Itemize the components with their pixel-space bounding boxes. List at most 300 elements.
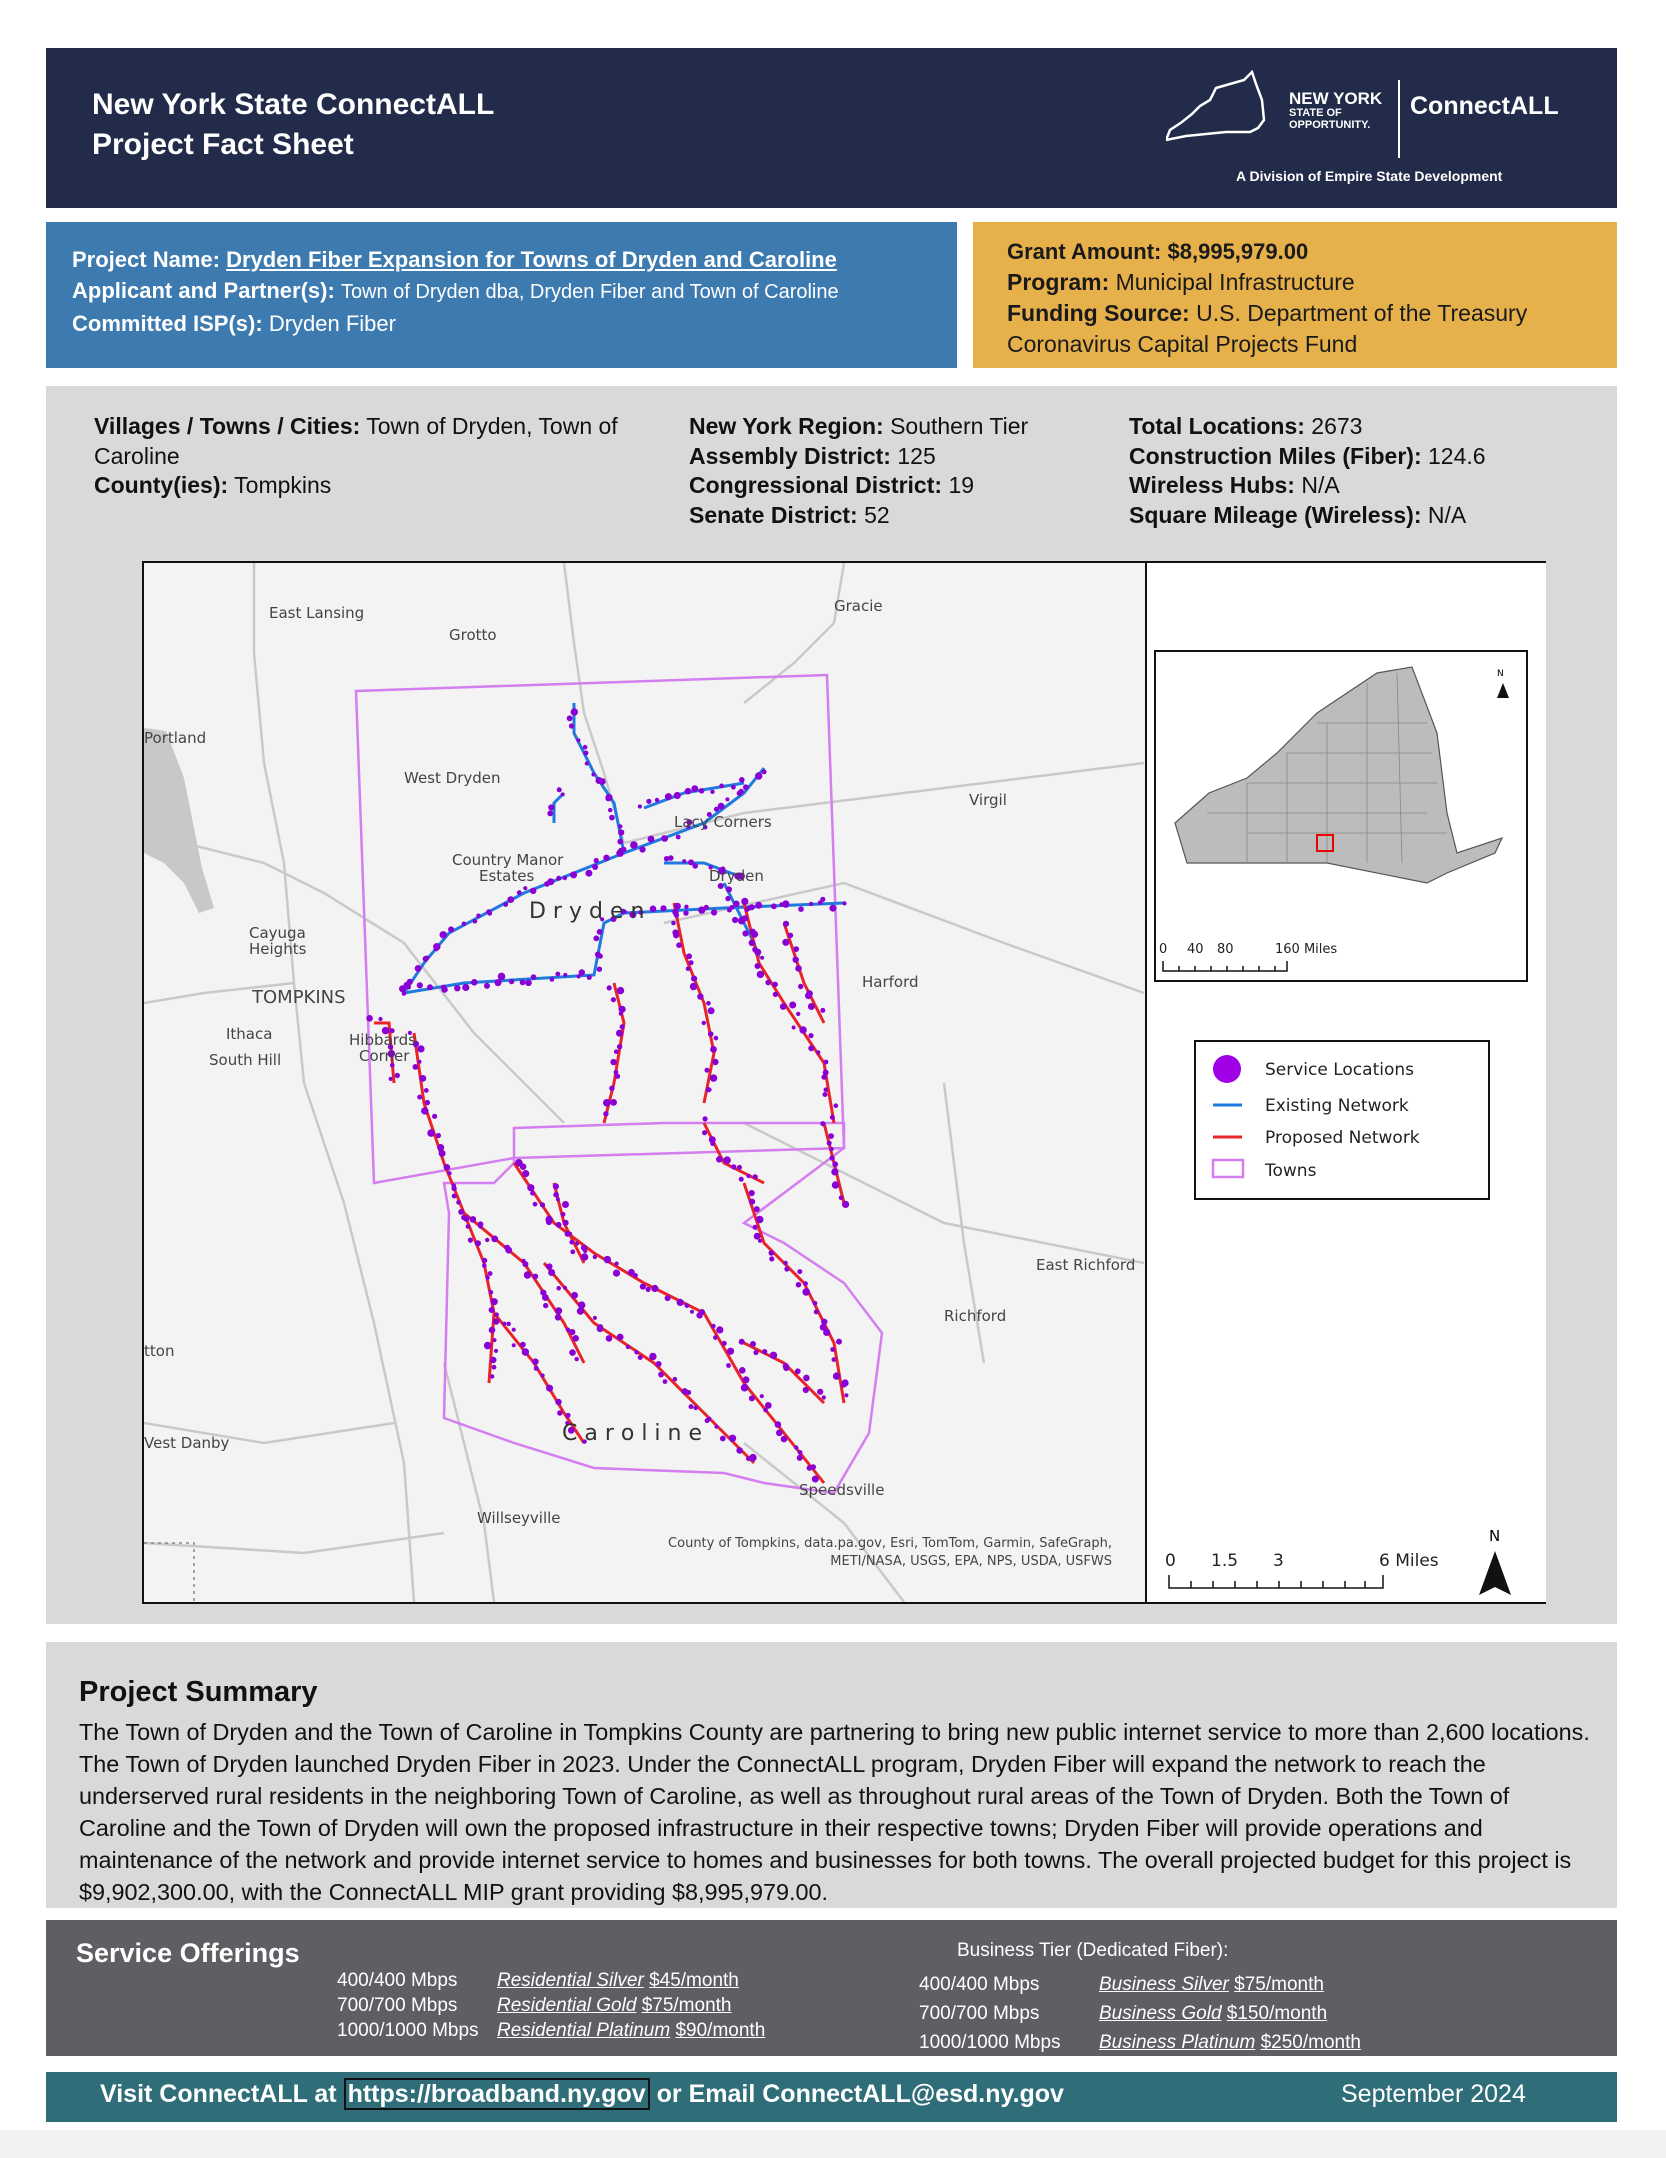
service-location-dot xyxy=(708,1031,714,1037)
service-location-dot xyxy=(468,1238,473,1243)
service-location-dot xyxy=(597,929,603,935)
service-location-dot xyxy=(823,1329,830,1336)
service-location-dot xyxy=(495,979,502,986)
service-location-dot xyxy=(646,799,651,804)
service-location-dot xyxy=(832,1161,838,1167)
scale-labels xyxy=(1165,1551,1439,1571)
service-location-dot xyxy=(557,787,562,792)
service-location-dot xyxy=(742,930,748,936)
bottom-strip xyxy=(0,2130,1666,2158)
plan-price[interactable]: $250/month xyxy=(1260,2032,1361,2053)
service-location-dot xyxy=(741,898,748,905)
service-location-dot xyxy=(608,808,612,812)
sqmi-label: Square Mileage (Wireless): xyxy=(1129,501,1422,528)
villages-value: Town of Dryden, Town of Caroline xyxy=(94,413,618,469)
service-location-dot xyxy=(572,1335,579,1342)
service-location-dot xyxy=(522,1261,528,1267)
place-grotto: Grotto xyxy=(449,626,497,644)
service-location-dot xyxy=(697,993,703,999)
service-location-dot xyxy=(593,1255,597,1259)
service-location-dot xyxy=(705,1068,710,1073)
service-location-dot xyxy=(470,1216,477,1223)
service-location-dot xyxy=(739,1339,745,1345)
service-location-dot xyxy=(750,1341,756,1347)
service-location-dot xyxy=(689,960,694,965)
inset-scale-160: 160 Miles xyxy=(1275,942,1338,957)
legend-service-icon xyxy=(1213,1055,1241,1083)
service-location-dot xyxy=(478,1224,483,1229)
service-location-dot xyxy=(493,1338,497,1342)
congress-label: Congressional District: xyxy=(689,472,943,498)
service-location-dot xyxy=(556,1197,560,1201)
service-location-dot xyxy=(533,1202,538,1207)
service-location-dot xyxy=(421,1107,428,1114)
service-location-dot xyxy=(773,992,778,997)
service-location-dot xyxy=(723,1156,731,1164)
service-location-dot xyxy=(749,1190,755,1196)
funding-value: U.S. Department of the Treasury xyxy=(1196,300,1528,326)
service-location-dot xyxy=(418,1060,422,1064)
miles-value: 124.6 xyxy=(1428,442,1486,469)
service-location-dot xyxy=(820,1008,825,1013)
service-location-dot xyxy=(611,997,616,1002)
service-location-dot xyxy=(525,980,532,987)
service-location-dot xyxy=(660,905,666,911)
service-location-dot xyxy=(556,1286,561,1291)
assembly-value: 125 xyxy=(897,442,936,469)
service-location-dot xyxy=(512,1328,516,1332)
project-map xyxy=(142,561,1546,1604)
service-location-dot xyxy=(614,1049,619,1054)
service-location-dot xyxy=(548,1269,555,1276)
applicant-row xyxy=(72,275,839,308)
service-location-dot xyxy=(638,804,642,808)
service-location-dot xyxy=(548,804,554,810)
service-location-dot xyxy=(691,976,697,982)
service-location-dot xyxy=(617,987,624,994)
hubs-row xyxy=(1129,471,1609,501)
service-location-dot xyxy=(571,708,578,715)
service-location-dot xyxy=(578,1301,585,1308)
svg-text:N: N xyxy=(1497,669,1504,679)
service-location-dot xyxy=(517,890,522,895)
logo-state-line3: OPPORTUNITY. xyxy=(1289,119,1371,131)
service-location-dot xyxy=(488,1271,493,1276)
service-location-dot xyxy=(708,1007,715,1014)
service-location-dot xyxy=(760,1394,764,1398)
service-location-dot xyxy=(706,1001,711,1006)
footer-email[interactable]: or Email ConnectALL@esd.ny.gov xyxy=(656,2080,1064,2108)
service-location-dot xyxy=(702,1130,707,1135)
scale-1-5: 1.5 xyxy=(1211,1551,1239,1571)
service-location-dot xyxy=(714,1425,718,1429)
service-location-dot xyxy=(769,1256,774,1261)
service-location-dot xyxy=(803,1375,810,1382)
grant-amount-row xyxy=(1007,236,1527,267)
service-location-dot xyxy=(749,940,756,947)
service-location-dot xyxy=(753,1174,758,1179)
service-location-dot xyxy=(788,933,793,938)
place-portland: Portland xyxy=(144,729,207,747)
service-location-dot xyxy=(527,1184,534,1191)
service-location-dot xyxy=(781,1436,788,1443)
service-location-dot xyxy=(473,919,478,924)
service-location-dot xyxy=(555,1307,562,1314)
service-location-dot xyxy=(842,901,846,905)
service-location-dot xyxy=(561,793,565,797)
logo-state-line2: STATE OF xyxy=(1289,107,1342,119)
service-location-dot xyxy=(556,876,561,881)
service-location-dot xyxy=(407,979,413,985)
service-location-dot xyxy=(389,1077,393,1081)
service-location-dot xyxy=(665,793,672,800)
place-heights: Heights xyxy=(249,940,307,958)
service-location-dot xyxy=(765,980,771,986)
service-location-dot xyxy=(726,1363,731,1368)
service-location-dot xyxy=(565,1231,571,1237)
service-location-dot xyxy=(524,1271,531,1278)
funding-row xyxy=(1007,298,1527,329)
service-location-dot xyxy=(650,906,657,913)
county-label: County(ies): xyxy=(94,472,229,498)
senate-label: Senate District: xyxy=(689,501,858,528)
service-location-dot xyxy=(832,1181,839,1188)
locations-row xyxy=(1129,412,1609,442)
service-location-dot xyxy=(816,1050,820,1054)
service-location-dot xyxy=(762,769,767,774)
service-location-dot xyxy=(753,1350,758,1355)
plan-link[interactable]: Business Silver xyxy=(1099,1974,1229,1995)
service-location-dot xyxy=(413,1064,419,1070)
service-location-dot xyxy=(760,956,764,960)
service-location-dot xyxy=(575,1241,579,1245)
service-location-dot xyxy=(595,952,601,958)
congress-value: 19 xyxy=(948,472,975,498)
service-location-dot xyxy=(577,1308,584,1315)
service-location-dot xyxy=(471,979,478,986)
service-location-dot xyxy=(802,1288,810,1296)
service-location-dot xyxy=(674,792,681,799)
service-location-dot xyxy=(613,1270,620,1277)
service-location-dot xyxy=(576,738,580,742)
service-location-dot xyxy=(530,888,536,894)
county-label-tompkins: TOMPKINS xyxy=(252,987,346,1008)
legend-towns-label: Towns xyxy=(1265,1161,1317,1181)
service-location-dot xyxy=(739,1177,744,1182)
plan-price[interactable]: $75/month xyxy=(641,1995,732,2016)
service-location-dot xyxy=(794,1445,798,1449)
service-location-dot xyxy=(619,1012,623,1016)
service-location-dot xyxy=(543,1303,548,1308)
footer-url-link[interactable]: https://broadband.ny.gov xyxy=(344,2078,650,2110)
service-location-dot xyxy=(503,902,508,907)
sqmi-row xyxy=(1129,501,1609,531)
inset-scale-80: 80 xyxy=(1217,942,1234,957)
service-location-dot xyxy=(620,1024,625,1029)
service-location-dot xyxy=(448,1171,452,1175)
service-location-dot xyxy=(830,1347,835,1352)
service-location-dot xyxy=(606,1335,613,1342)
county-row xyxy=(94,471,654,501)
plan-speed: 700/700 Mbps xyxy=(919,2003,1040,2024)
plan-speed: 700/700 Mbps xyxy=(337,1995,458,2016)
service-location-dot xyxy=(547,878,554,885)
service-location-dot xyxy=(562,1201,569,1208)
service-location-dot xyxy=(690,1310,694,1314)
place-east-richford: East Richford xyxy=(1036,1256,1136,1274)
service-location-dot xyxy=(754,1233,761,1240)
service-location-dot xyxy=(742,915,748,921)
service-location-dot xyxy=(523,886,527,890)
service-location-dot xyxy=(569,1329,575,1335)
plan-price[interactable]: $45/month xyxy=(649,1970,739,1991)
service-location-dot xyxy=(796,1012,800,1016)
service-location-dot xyxy=(749,904,755,910)
service-location-dot xyxy=(813,1301,818,1306)
service-location-dot xyxy=(610,1059,616,1065)
service-location-dot xyxy=(417,982,423,988)
service-location-dot xyxy=(736,1447,743,1454)
service-location-dot xyxy=(532,1358,539,1365)
applicant-label: Applicant and Partner(s): xyxy=(72,278,335,303)
service-location-dot xyxy=(476,914,481,919)
service-location-dot xyxy=(797,1455,803,1461)
town-label-caroline: C a r o l i n e xyxy=(562,1421,703,1446)
business-tier-header: Business Tier (Dedicated Fiber): xyxy=(957,1940,1229,1961)
plan-link[interactable]: Business Platinum xyxy=(1099,2032,1256,2053)
service-location-dot xyxy=(820,897,825,902)
service-location-dot xyxy=(731,785,736,790)
service-location-dot xyxy=(378,1017,382,1021)
service-location-dot xyxy=(783,1363,789,1369)
place-virgil: Virgil xyxy=(969,791,1007,809)
service-location-dot xyxy=(685,1303,690,1308)
service-location-dot xyxy=(686,1390,691,1395)
service-location-dot xyxy=(808,1045,814,1051)
service-location-dot xyxy=(713,1335,718,1340)
hubs-label: Wireless Hubs: xyxy=(1129,472,1295,498)
service-location-dot xyxy=(686,966,691,971)
service-location-dot xyxy=(797,1269,802,1274)
service-location-dot xyxy=(814,1309,819,1314)
service-location-dot xyxy=(444,1164,451,1171)
service-location-dot xyxy=(710,1046,717,1053)
service-location-dot xyxy=(712,1059,718,1065)
plan-link[interactable]: Residential Silver xyxy=(497,1970,644,1991)
scale-0: 0 xyxy=(1165,1551,1176,1571)
service-location-dot xyxy=(556,1222,562,1228)
service-location-dot xyxy=(585,761,589,765)
service-location-dot xyxy=(604,1256,611,1263)
project-details-panel xyxy=(46,386,1617,1624)
project-name-link[interactable]: Dryden Fiber Expansion for Towns of Dryden and Caroline xyxy=(226,247,837,272)
inset-scale-0: 0 xyxy=(1159,942,1168,957)
service-location-dot xyxy=(555,972,560,977)
service-location-dot xyxy=(563,1220,569,1226)
service-location-dot xyxy=(829,1155,834,1160)
service-location-dot xyxy=(599,778,606,785)
service-location-dot xyxy=(755,902,762,909)
service-location-dot xyxy=(651,1285,658,1292)
service-location-dot xyxy=(829,905,836,912)
service-location-dot xyxy=(783,1261,787,1265)
service-location-dot xyxy=(686,953,692,959)
map-credits-line1: County of Tompkins, data.pa.gov, Esri, TomTom, Garmin, SafeGraph, xyxy=(668,1536,1112,1551)
service-location-dot xyxy=(682,859,686,863)
service-location-dot xyxy=(433,943,440,950)
service-location-dot xyxy=(780,1003,787,1010)
footer-visit-prefix: Visit ConnectALL at xyxy=(100,2080,337,2108)
service-location-dot xyxy=(550,977,555,982)
service-location-dot xyxy=(420,1075,427,1082)
service-location-dot xyxy=(691,785,698,792)
service-location-dot xyxy=(451,1186,456,1191)
service-location-dot xyxy=(493,1318,500,1325)
plan-link[interactable]: Residential Platinum xyxy=(497,2020,671,2041)
service-location-dot xyxy=(754,949,761,956)
page-title: New York State ConnectALL xyxy=(92,88,495,121)
service-location-dot xyxy=(673,1377,678,1382)
service-location-dot xyxy=(563,1286,567,1290)
service-location-dot xyxy=(749,1199,755,1205)
miles-label: Construction Miles (Fiber): xyxy=(1129,442,1422,469)
service-location-dot xyxy=(648,836,655,843)
residential-plan-row xyxy=(337,1993,765,2018)
plan-speed: 400/400 Mbps xyxy=(919,1974,1040,1995)
service-location-dot xyxy=(817,1389,823,1395)
service-location-dot xyxy=(732,917,738,923)
service-location-dot xyxy=(617,1044,622,1049)
service-location-dot xyxy=(711,909,717,915)
legend-service-label: Service Locations xyxy=(1265,1060,1414,1080)
service-location-dot xyxy=(530,1191,535,1196)
program-value: Municipal Infrastructure xyxy=(1115,269,1355,295)
plan-price[interactable]: $150/month xyxy=(1226,2003,1328,2024)
footer-date: September 2024 xyxy=(1341,2080,1526,2108)
service-location-dot xyxy=(677,1299,684,1306)
service-location-dot xyxy=(417,1095,422,1100)
service-location-dot xyxy=(749,1454,757,1462)
page-subtitle: Project Fact Sheet xyxy=(92,128,354,161)
service-location-dot xyxy=(716,1326,723,1333)
service-location-dot xyxy=(755,963,761,969)
service-location-dot xyxy=(685,788,692,795)
service-location-dot xyxy=(833,1372,840,1379)
service-location-dot xyxy=(542,1294,549,1301)
service-location-dot xyxy=(702,1021,706,1025)
logo-state-line1: NEW YORK xyxy=(1289,89,1383,108)
service-location-dot xyxy=(466,1224,471,1229)
service-location-dot xyxy=(626,1345,630,1349)
service-location-dot xyxy=(823,1092,828,1097)
scale-bar xyxy=(1169,1575,1383,1588)
footer-bar xyxy=(46,2072,1617,2122)
service-location-dot xyxy=(571,1292,578,1299)
service-location-dot xyxy=(587,975,592,980)
service-location-dot xyxy=(509,979,514,984)
service-location-dot xyxy=(485,1275,489,1279)
service-location-dot xyxy=(579,969,585,975)
assembly-label: Assembly District: xyxy=(689,442,891,469)
plan-price[interactable]: $90/month xyxy=(675,2020,766,2041)
service-location-dot xyxy=(583,1249,587,1253)
service-location-dot xyxy=(690,983,697,990)
grant-amount-label: Grant Amount: xyxy=(1007,239,1162,264)
service-location-dot xyxy=(593,1316,597,1320)
villages-label: Villages / Towns / Cities: xyxy=(94,413,361,439)
service-location-dot xyxy=(676,942,682,948)
service-location-dot xyxy=(795,1368,801,1374)
plan-speed: 1000/1000 Mbps xyxy=(919,2032,1061,2053)
residential-plan-row xyxy=(337,1968,765,1993)
service-location-dot xyxy=(610,1099,617,1106)
business-plan-row xyxy=(919,2028,1361,2057)
plan-link[interactable]: Business Gold xyxy=(1099,2003,1222,2024)
service-location-dot xyxy=(565,1413,570,1418)
grant-amount-value: $8,995,979.00 xyxy=(1167,239,1309,264)
service-location-dot xyxy=(640,1284,646,1290)
service-location-dot xyxy=(739,777,745,783)
service-location-dot xyxy=(618,824,622,828)
service-location-dot xyxy=(821,1319,827,1325)
summary-title: Project Summary xyxy=(79,1676,318,1708)
main-map[interactable] xyxy=(144,563,1144,1602)
service-location-dot xyxy=(725,896,730,901)
town-label-dryden: D r y d e n xyxy=(529,899,645,924)
plan-price[interactable]: $75/month xyxy=(1234,1974,1324,1995)
service-location-dot xyxy=(585,870,592,877)
service-location-dot xyxy=(555,1399,561,1405)
service-location-dot xyxy=(821,1074,826,1079)
service-location-dot xyxy=(743,784,749,790)
service-location-dot xyxy=(745,907,750,912)
svg-text:N: N xyxy=(1489,1527,1501,1545)
villages-row xyxy=(94,412,654,471)
residential-plans xyxy=(337,1968,765,2043)
service-location-dot xyxy=(593,935,599,941)
service-location-dot xyxy=(522,1348,529,1355)
service-location-dot xyxy=(668,855,674,861)
details-column-1 xyxy=(94,412,654,501)
service-location-dot xyxy=(546,1263,552,1269)
service-location-dot xyxy=(783,921,789,927)
service-location-dot xyxy=(832,1357,837,1362)
service-location-dot xyxy=(830,1115,835,1120)
service-location-dot xyxy=(839,1196,844,1201)
service-location-dot xyxy=(547,811,553,817)
service-location-dot xyxy=(710,1142,714,1146)
service-location-dot xyxy=(820,1121,825,1126)
service-location-dot xyxy=(663,1379,668,1384)
plan-link[interactable]: Residential Gold xyxy=(497,1995,637,2016)
service-location-dot xyxy=(597,1324,603,1330)
region-label: New York Region: xyxy=(689,413,884,439)
service-location-dot xyxy=(711,1324,716,1329)
service-location-dot xyxy=(557,1410,562,1415)
service-location-dot xyxy=(798,1450,803,1455)
service-location-dot xyxy=(808,1003,815,1010)
service-location-dot xyxy=(597,967,602,972)
service-location-dot xyxy=(749,1395,755,1401)
miles-row xyxy=(1129,442,1609,472)
map-side-panel xyxy=(1145,563,1546,1602)
service-location-dot xyxy=(683,910,688,915)
service-location-dot xyxy=(630,841,638,849)
business-plan-row xyxy=(919,1970,1361,1999)
service-location-dot xyxy=(617,1334,624,1341)
service-location-dot xyxy=(520,980,526,986)
business-plan-row xyxy=(919,1999,1361,2028)
